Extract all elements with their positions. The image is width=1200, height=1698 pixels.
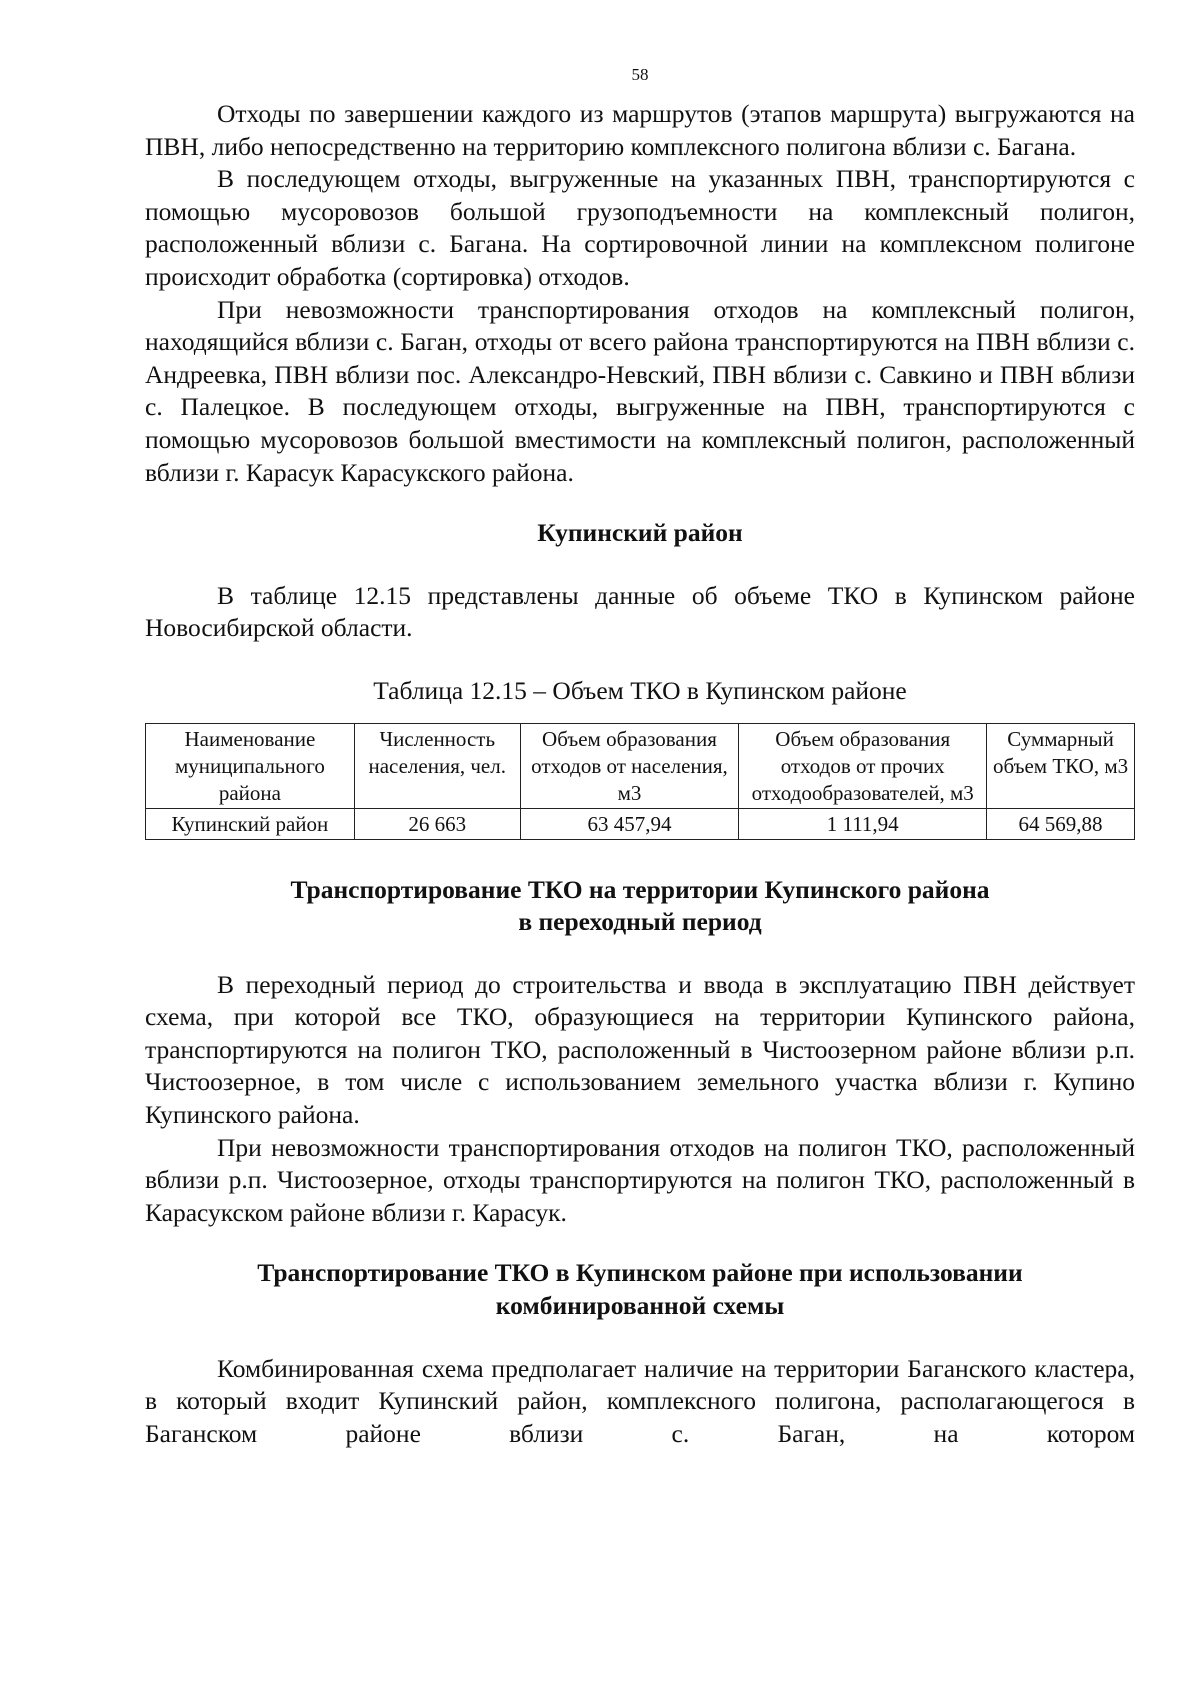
heading-line: комбинированной схемы xyxy=(495,1291,785,1321)
paragraph: При невозможности транспортирования отходов на полигон ТКО, расположенный вблизи р.п. Чистоозерное, отходы транспортируются на полигон ТКО, расположенный в Карасукском районе вблизи г. Карасук. xyxy=(145,1132,1135,1227)
heading-line: в переходный период xyxy=(518,907,762,937)
section-heading-transition xyxy=(145,874,1135,939)
table-intro-paragraph: В таблице 12.15 представлены данные об объеме ТКО в Купинском районе Новосибирской области. xyxy=(145,580,1135,643)
paragraph: При невозможности транспортирования отходов на комплексный полигон, находящийся вблизи с. Баган, отходы от всего района транспортируются на ПВН вблизи с. Андреевка, ПВН вблизи пос. Александро-Невский, ПВН вблизи с. Савкино и ПВН вблизи с. Палецкое. В последующем отходы, выгруженные на ПВН, транспортируются с помощью мусоровозов большой вместимости на комплексный полигон, расположенный вблизи г. Карасук Карасукского района. xyxy=(145,294,1135,487)
table-cell: Купинский район xyxy=(146,808,355,839)
table-cell: 63 457,94 xyxy=(520,808,739,839)
table-header-cell: Объем образования отходов от прочих отходообразователей, м3 xyxy=(739,723,987,808)
table-caption: Таблица 12.15 – Объем ТКО в Купинском районе xyxy=(373,675,907,705)
table-header-cell: Объем образования отходов от населения, м3 xyxy=(520,723,739,808)
paragraph: В переходный период до строительства и ввода в эксплуатацию ПВН действует схема, при которой все ТКО, образующиеся на территории Купинского района, транспортируются на полигон ТКО, расположенный в Чистоозерном районе вблизи р.п. Чистоозерное, в том числе с использованием земельного участка вблизи г. Купино Купинского района. xyxy=(145,969,1135,1130)
table-cell: 64 569,88 xyxy=(987,808,1135,839)
table-header-cell: Суммарный объем ТКО, м3 xyxy=(987,723,1135,808)
heading-line: Транспортирование ТКО на территории Купинского района xyxy=(290,874,990,904)
page-number: 58 xyxy=(631,65,649,84)
table-header-cell: Наименование муниципального района xyxy=(146,723,355,808)
table-header-row xyxy=(146,723,1135,808)
paragraph: Отходы по завершении каждого из маршрутов (этапов маршрута) выгружаются на ПВН, либо непосредственно на территорию комплексного полигона вблизи с. Багана. xyxy=(145,99,1135,161)
table-cell: 26 663 xyxy=(354,808,520,839)
section-heading-combined-scheme xyxy=(145,1257,1135,1322)
table-cell: 1 111,94 xyxy=(739,808,987,839)
paragraph: Комбинированная схема предполагает наличие на территории Баганского кластера, в который входит Купинский район, комплексного полигона, располагающегося в Баганском районе вблизи с. Баган, на котором xyxy=(145,1353,1135,1448)
heading-line: Транспортирование ТКО в Купинском районе при использовании xyxy=(257,1258,1023,1288)
table-header-cell: Численность населения, чел. xyxy=(354,723,520,808)
table-row xyxy=(146,808,1135,839)
waste-volume-table xyxy=(145,723,1135,840)
paragraph: В последующем отходы, выгруженные на указанных ПВН, транспортируются с помощью мусоровозов большой грузоподъемности на комплексный полигон, расположенный вблизи с. Багана. На сортировочной линии на комплексном полигоне происходит обработка (сортировка) отходов. xyxy=(145,164,1135,291)
section-heading-kupinsky: Купинский район xyxy=(537,518,743,548)
document-page xyxy=(145,64,1135,1450)
